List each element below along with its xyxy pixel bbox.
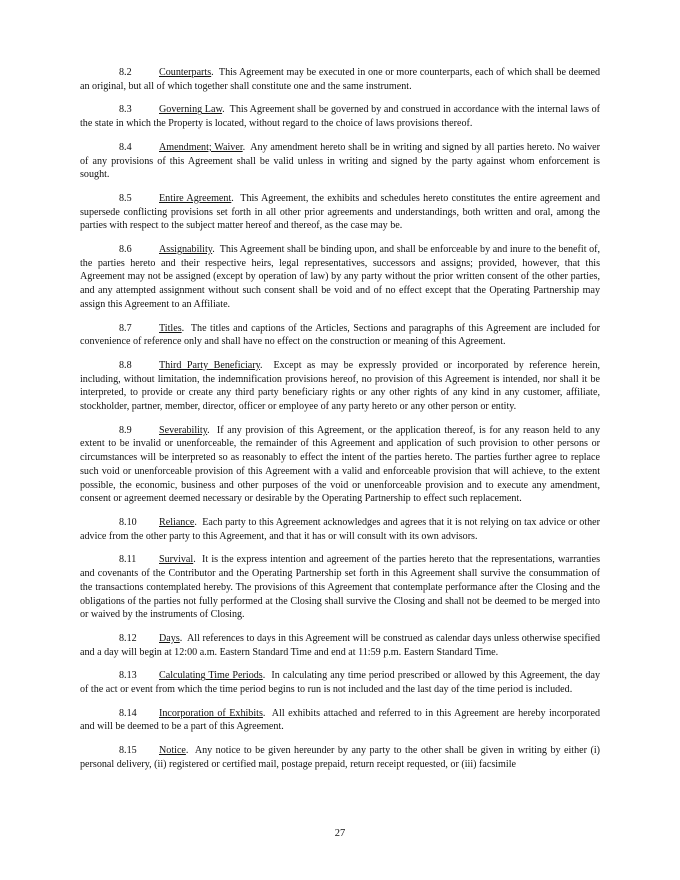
section-8-3: 8.3 Governing Law. This Agreement shall be governed by and construed in accordance with the internal laws of the state in which the Property is located, without regard to the choice of laws provisions thereof. — [80, 104, 600, 130]
section-number: 8.10 — [119, 516, 137, 528]
section-number: 8.7 — [119, 322, 132, 334]
section-heading: Counterparts — [159, 67, 212, 78]
section-text: This Agreement shall be binding upon, and shall be enforceable by and inure to the benefit of, the parties hereto and their respective heirs, legal representatives, successors and assigns; provided, however, that this Agreement may not be assigned (except by operation of law) by any party without the prior written consent of the other parties, and any attempted assignment without such consent shall be void and of no effect except that the Operating Partnership may assign this Agreement to an Affiliate. — [80, 244, 601, 310]
section-text: If any provision of this Agreement, or the application thereof, is for any reason held to any extent to be invalid or unenforceable, the remainder of this Agreement and application of such provision to other persons or circumstances will be interpreted so as reasonably to effect the intent of the parties hereto. The parties further agree to replace such void or unenforceable provision of this Agreement with a valid and enforceable provision that will achieve, to the extent possible, the economic, business and other purposes of the void or unenforceable provision and to execute any amendment, consent or agreement deemed necessary or desirable by the Operating Partnership to effect such replacement. — [80, 424, 601, 505]
section-heading: Survival — [159, 554, 194, 566]
section-8-4: 8.4 Amendment; Waiver. Any amendment hereto shall be in writing and signed by all parties hereto. No waiver of any provisions of this Agreement shall be valid unless in writing and signed by the party against whom enforcement is sought. — [80, 141, 600, 181]
section-heading: Reliance — [159, 516, 195, 528]
section-number: 8.12 — [119, 632, 137, 644]
section-number: 8.14 — [119, 707, 137, 719]
section-8-2: 8.2 Counterparts. This Agreement may be executed in one or more counterparts, each of which shall be deemed an original, but all of which together shall constitute one and the same instrument. — [80, 67, 601, 92]
section-number: 8.8 — [119, 359, 132, 371]
section-heading: Amendment; Waiver — [159, 141, 243, 153]
section-text: All exhibits attached and referred to in this Agreement are hereby incorporated and will be deemed to be a part of this Agreement. — [80, 707, 600, 733]
section-heading: Notice — [159, 745, 186, 757]
section-heading: Days — [159, 632, 180, 644]
section-8-10: 8.10 Reliance. Each party to this Agreement acknowledges and agrees that it is not relying on tax advice or other advice from the other party to this Agreement, and that it has or will consult with its own advisors. — [80, 516, 600, 542]
section-heading: Titles — [159, 322, 182, 334]
document-page — [80, 66, 600, 782]
section-text: This Agreement may be executed in one or more counterparts, each of which shall be deemed an original, but all of which together shall constitute one and the same instrument. — [80, 67, 601, 92]
section-8-12: 8.12 Days. All references to days in this Agreement will be construed as calendar days unless otherwise specified and a day will begin at 12:00 a.m. Eastern Standard Time and end at 11:59 p.m. Eastern Standard Time. — [80, 632, 601, 658]
section-8-8: 8.8 Third Party Beneficiary. Except as may be expressly provided or incorporated by reference herein, including, without limitation, the indemnification provisions hereof, no provision of this Agreement is intended, nor shall it be interpreted, to provide or create any third party beneficiary rights or any other rights of any kind in any customer, affiliate, stockholder, partner, member, director, officer or employee of any party hereto or any other person or entity. — [80, 359, 601, 413]
section-8-6: 8.6 Assignability. This Agreement shall be binding upon, and shall be enforceable by and inure to the benefit of, the parties hereto and their respective heirs, legal representatives, successors and assigns; provided, however, that this Agreement may not be assigned (except by operation of law) by any party without the prior written consent of the other parties, and any attempted assignment without such consent shall be void and of no effect except that the Operating Partnership may assign this Agreement to an Affiliate. — [80, 244, 601, 310]
section-text: The titles and captions of the Articles, Sections and paragraphs of this Agreement are included for convenience of reference only and shall have no effect on the construction or meaning of this Agreement. — [80, 322, 601, 348]
section-text: All references to days in this Agreement will be construed as calendar days unless otherwise specified and a day will begin at 12:00 a.m. Eastern Standard Time and end at 11:59 p.m. Eastern Standard Time. — [80, 632, 601, 658]
section-number: 8.13 — [119, 670, 137, 682]
section-text: In calculating any time period prescribed or allowed by this Agreement, the day of the act or event from which the time period begins to run is not included and the last day of the time period is included. — [80, 670, 600, 696]
section-heading: Severability — [159, 424, 208, 436]
section-heading: Third Party Beneficiary — [159, 359, 261, 371]
section-text: Any notice to be given hereunder by any party to the other shall be given in writing by either (i) personal delivery, (ii) registered or certified mail, postage prepaid, return receipt requested, or (iii) facsimile — [80, 745, 600, 770]
section-number: 8.5 — [119, 192, 132, 204]
section-heading: Calculating Time Periods — [159, 670, 263, 682]
section-8-7: 8.7 Titles. The titles and captions of the Articles, Sections and paragraphs of this Agreement are included for convenience of reference only and shall have no effect on the construction or meaning of this Agreement. — [80, 322, 601, 348]
page-number: 27 — [334, 828, 346, 839]
section-8-11: 8.11 Survival. It is the express intention and agreement of the parties hereto that the representations, warranties and covenants of the Contributor and the Operating Partnership set forth in this Agreement shall survive the consummation of the transactions contemplated hereby. The provisions of this Agreement that contemplate performance after the Closing and the obligations of the parties not fully performed at the Closing shall survive the Closing and shall not be deemed to be merged into or waived by the instruments of Closing. — [80, 554, 600, 621]
section-heading: Assignability — [159, 244, 213, 256]
section-8-15: 8.15 Notice. Any notice to be given hereunder by any party to the other shall be given in writing by either (i) personal delivery, (ii) registered or certified mail, postage prepaid, return receipt requested, or (iii) facsimile — [80, 745, 600, 770]
section-text: Except as may be expressly provided or incorporated by reference herein, including, without limitation, the indemnification provisions hereof, no provision of this Agreement is intended, nor shall it be interpreted, to provide or create any third party beneficiary rights or any other rights of any kind in any customer, affiliate, stockholder, partner, member, director, officer or employee of any party hereto or any other person or entity. — [80, 359, 601, 413]
section-heading: Incorporation of Exhibits — [159, 707, 263, 719]
section-8-5: 8.5 Entire Agreement. This Agreement, the exhibits and schedules hereto constitutes the entire agreement and supersede conflicting provisions set forth in all other prior agreements and understandings, both written and oral, among the parties with respect to the subject matter hereof and thereof, as the case may be. — [80, 192, 600, 232]
section-heading: Governing Law — [159, 104, 223, 116]
section-text: Any amendment hereto shall be in writing and signed by all parties hereto. No waiver of any provisions of this Agreement shall be valid unless in writing and signed by the party against whom enforcement is sought. — [80, 141, 600, 181]
section-text: This Agreement, the exhibits and schedules hereto constitutes the entire agreement and supersede conflicting provisions set forth in all other prior agreements and understandings, both written and oral, among the parties with respect to the subject matter hereof and thereof, as the case may be. — [80, 192, 600, 232]
section-number: 8.15 — [119, 745, 137, 757]
section-number: 8.4 — [119, 141, 132, 153]
section-number: 8.6 — [119, 244, 132, 256]
section-text: It is the express intention and agreement of the parties hereto that the representations, warranties and covenants of the Contributor and the Operating Partnership set forth in this Agreement shall survive the consummation of the transactions contemplated hereby. The provisions of this Agreement that contemplate performance after the Closing and the obligations of the parties not fully performed at the Closing shall survive the Closing and shall not be deemed to be merged into or waived by the instruments of Closing. — [80, 554, 600, 621]
section-8-14: 8.14 Incorporation of Exhibits. All exhibits attached and referred to in this Agreement are hereby incorporated and will be deemed to be a part of this Agreement. — [80, 707, 600, 733]
section-number: 8.9 — [119, 424, 132, 436]
section-text: This Agreement shall be governed by and construed in accordance with the internal laws of the state in which the Property is located, without regard to the choice of laws provisions thereof. — [80, 104, 600, 130]
section-number: 8.11 — [119, 554, 137, 566]
section-8-9: 8.9 Severability. If any provision of this Agreement, or the application thereof, is for any reason held to any extent to be invalid or unenforceable, the remainder of this Agreement and application of such provision to other persons or circumstances will be interpreted so as reasonably to effect the intent of the parties hereto. The parties further agree to replace such void or unenforceable provision of this Agreement with a valid and enforceable provision that will achieve, to the extent possible, the economic, business and other purposes of the void or unenforceable provision and to execute any amendment, consent or agreement deemed necessary or desirable by the Operating Partnership to effect such replacement. — [80, 424, 601, 505]
section-heading: Entire Agreement — [159, 192, 232, 204]
section-number: 8.3 — [119, 104, 132, 116]
section-number: 8.2 — [119, 67, 132, 78]
section-text: Each party to this Agreement acknowledges and agrees that it is not relying on tax advice or other advice from the other party to this Agreement, and that it has or will consult with its own advisors. — [80, 516, 600, 542]
section-8-13: 8.13 Calculating Time Periods. In calculating any time period prescribed or allowed by this Agreement, the day of the act or event from which the time period begins to run is not included and the last day of the time period is included. — [80, 670, 600, 696]
